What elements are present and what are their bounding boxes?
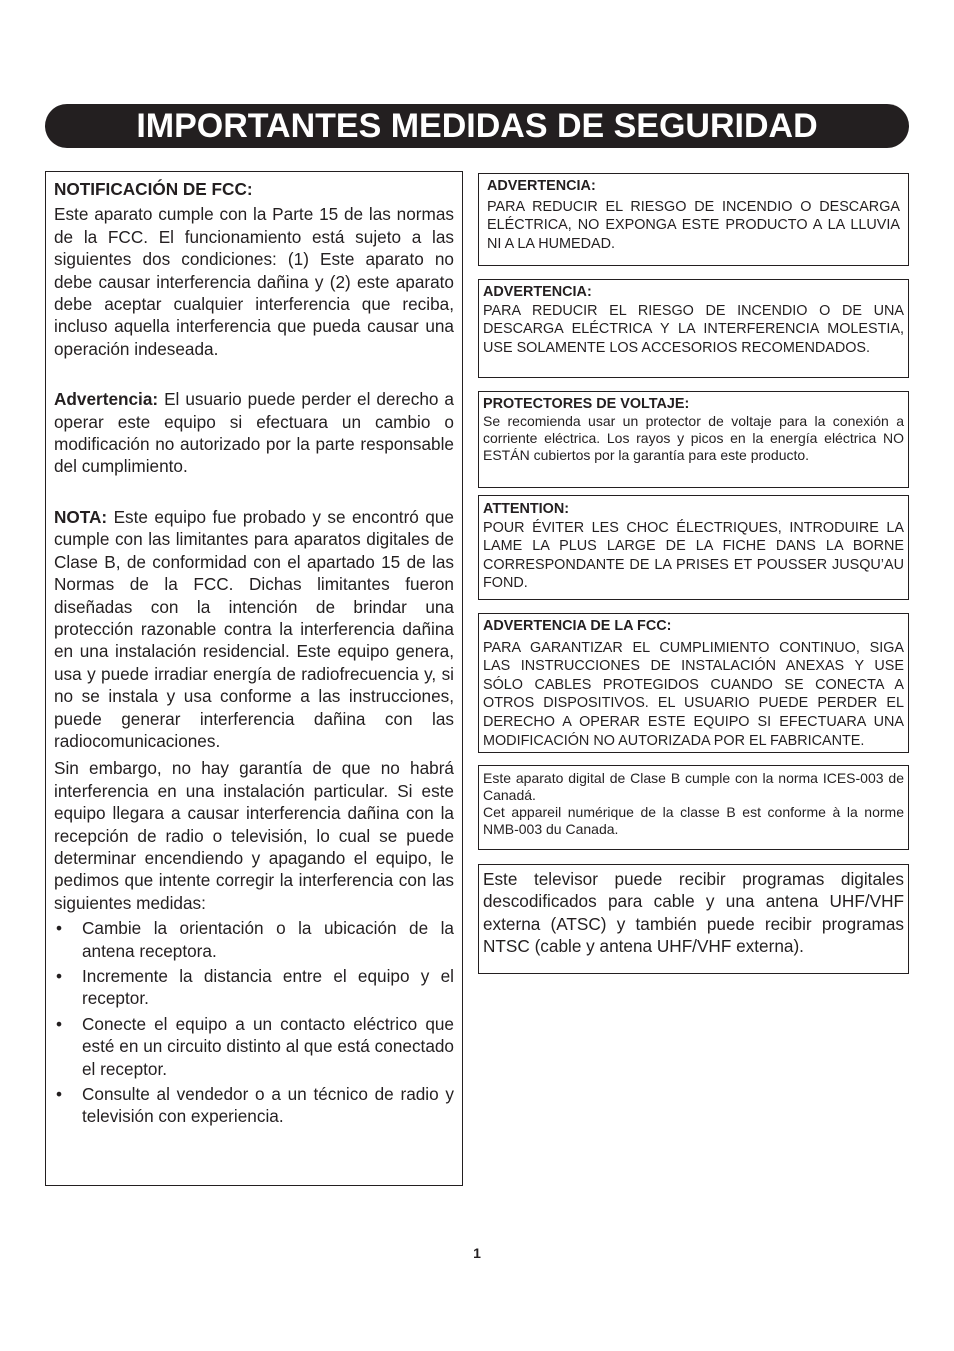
warning-text: El usuario puede perder el derecho a operar este equipo si efectuara un cambio o modificación no autorizado por la parte responsable del cumplimiento. [54, 389, 454, 477]
fcc-warning-text: PARA GARANTIZAR EL CUMPLIMIENTO CONTINUO, SIGA LAS INSTRUCCIONES DE INSTALACIÓN ANEXAS Y USE SÓLO CABLES PROTEGIDOS CUANDO SE CONECTA A OTROS DISPOSITIVOS. EL USUARIO PUEDE PERDER EL DERECHO A OPERAR ESTE EQUIPO SI EFECTUARA UNA MODIFICACIÓN NO AUTORIZADA POR EL FABRICANTE. [483, 639, 904, 749]
fcc-text: Este aparato cumple con la Parte 15 de las normas de la FCC. El funcionamiento está sujeto a las siguientes dos condiciones: (1) Este aparato no debe causar interferencia dañina y (2) este aparato debe aceptar cualquier interferencia que reciba, incluso aquella interferencia que pueda causar una operación indeseada. [54, 204, 454, 359]
attention-title: ATTENTION: [483, 501, 570, 517]
surge-text: Se recomienda usar un protector de voltaje para la conexión a corriente eléctrica. Los rayos y picos en la energía eléctrica NO ESTÁN cubiertos por la garantía para este producto. [483, 413, 904, 463]
warning-box-1-text: PARA REDUCIR EL RIESGO DE INCENDIO O DESCARGA ELÉCTRICA, NO EXPONGA ESTE PRODUCTO A LA LLUVIA NI A LA HUMEDAD. [487, 198, 900, 252]
warning-box-2 [478, 279, 909, 378]
warning-box-1 [478, 173, 909, 266]
note-label: NOTA: [54, 506, 108, 527]
note-paragraph [54, 506, 454, 752]
fcc-notice-panel [45, 171, 463, 1186]
attention-text: POUR ÉVITER LES CHOC ÉLECTRIQUES, INTRODUIRE LA LAME LA PLUS LARGE DE LA FICHE DANS LA BORNE CORRESPONDANTE DE LA PRISES ET POUSSER JUSQU’AU FOND. [483, 519, 904, 592]
ices-box [478, 765, 909, 850]
fcc-warning-title: ADVERTENCIA DE LA FCC: [483, 618, 672, 634]
warning-label: Advertencia: [54, 389, 159, 410]
warning-box-2-text: PARA REDUCIR EL RIESGO DE INCENDIO O DE UNA DESCARGA ELÉCTRICA Y LA INTERFERENCIA MOLESTIA, USE SOLAMENTE LOS ACCESORIOS RECOMENDADOS. [483, 302, 904, 356]
page-number: 1 [473, 1245, 481, 1261]
tv-reception-box [478, 864, 909, 974]
list-item: • Cambie la orientación o la ubicación de la antena receptora. [54, 917, 454, 962]
ices-spanish-text: Este aparato digital de Clase B cumple con la norma ICES-003 de Canadá. [483, 770, 904, 803]
fcc-warning-box [478, 613, 909, 753]
list-item: • Conecte el equipo a un contacto eléctrico que esté en un circuito distinto al que está conectado el receptor. [54, 1013, 454, 1080]
warning-box-2-title: ADVERTENCIA: [483, 284, 592, 300]
fcc-heading: NOTIFICACIÓN DE FCC: [54, 179, 253, 199]
surge-protector-box [478, 391, 909, 488]
page-title: IMPORTANTES MEDIDAS DE SEGURIDAD [45, 104, 909, 148]
measures-list [54, 917, 454, 1128]
warning-paragraph [54, 388, 454, 478]
tv-reception-text: Este televisor puede recibir programas digitales descodificados para cable y una antena UHF/VHF externa (ATSC) y también puede recibir programas NTSC (cable y antena UHF/VHF externa). [483, 869, 904, 957]
attention-box [478, 495, 909, 600]
ices-french-text: Cet appareil numérique de la classe B est conforme à la norme NMB-003 du Canada. [483, 804, 904, 837]
however-text: Sin embargo, no hay garantía de que no habrá interferencia en una instalación particular. Si este equipo llegara a causar interferencia dañina con la recepción de radio o televisión, lo cual se puede determinar encendiendo y apagando el equipo, le pedimos que intente corregir la interferencia con las siguientes medidas: [54, 758, 454, 913]
note-text: Este equipo fue probado y se encontró que cumple con las limitantes para aparatos digitales de Clase B, de conformidad con el apartado 15 de las Normas de la FCC. Dichas limitantes fueron diseñadas con la intención de brindar una protección razonable contra la interferencia dañina en una instalación residencial. Este equipo genera, usa y puede irradiar energía de radiofrecuencia y, si no se instala y usa conforme a las instrucciones, puede generar interferencia dañina con las radiocomunicaciones. [54, 506, 454, 751]
list-item: • Incremente la distancia entre el equipo y el receptor. [54, 965, 454, 1010]
warning-box-1-title: ADVERTENCIA: [487, 178, 596, 194]
list-item: • Consulte al vendedor o a un técnico de radio y televisión con experiencia. [54, 1083, 454, 1128]
surge-title: PROTECTORES DE VOLTAJE: [483, 396, 690, 412]
